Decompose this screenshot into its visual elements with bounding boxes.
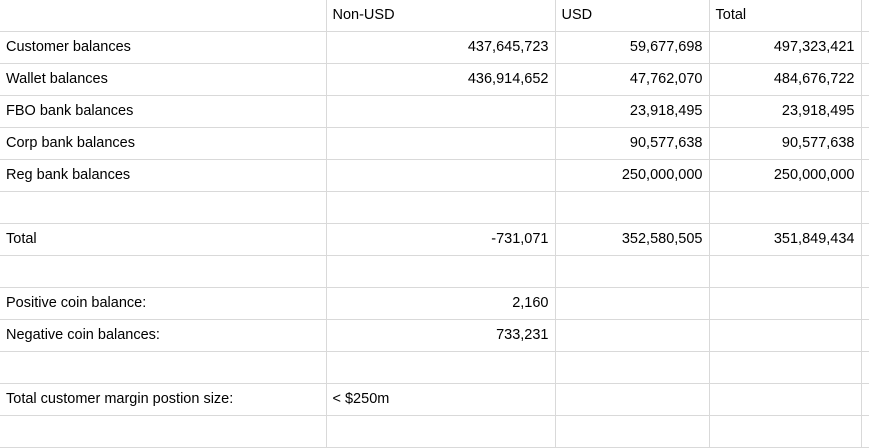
table-row	[0, 64, 869, 96]
table-row	[0, 0, 869, 32]
row-label[interactable]: Wallet balances	[0, 64, 326, 96]
table-row	[0, 128, 869, 160]
cell-pad	[861, 96, 869, 128]
row-label[interactable]: Reg bank balances	[0, 160, 326, 192]
cell-non-usd[interactable]	[326, 160, 555, 192]
cell-usd[interactable]: USD	[555, 0, 709, 32]
cell-non-usd[interactable]: < $250m	[326, 384, 555, 416]
table-row	[0, 224, 869, 256]
cell-non-usd[interactable]	[326, 416, 555, 448]
cell-usd[interactable]: 47,762,070	[555, 64, 709, 96]
cell-total[interactable]	[709, 352, 861, 384]
row-label[interactable]: Total customer margin postion size:	[0, 384, 326, 416]
table-row	[0, 352, 869, 384]
cell-non-usd[interactable]: 2,160	[326, 288, 555, 320]
cell-usd[interactable]	[555, 192, 709, 224]
cell-pad	[861, 224, 869, 256]
row-label[interactable]: Positive coin balance:	[0, 288, 326, 320]
cell-total[interactable]: 497,323,421	[709, 32, 861, 64]
cell-non-usd[interactable]	[326, 192, 555, 224]
cell-non-usd[interactable]	[326, 96, 555, 128]
cell-total[interactable]	[709, 416, 861, 448]
cell-usd[interactable]: 352,580,505	[555, 224, 709, 256]
cell-non-usd[interactable]: 436,914,652	[326, 64, 555, 96]
table-row	[0, 416, 869, 448]
cell-total[interactable]: 351,849,434	[709, 224, 861, 256]
cell-pad	[861, 320, 869, 352]
cell-total[interactable]: Total	[709, 0, 861, 32]
table-row	[0, 384, 869, 416]
cell-pad	[861, 128, 869, 160]
cell-pad	[861, 256, 869, 288]
row-label[interactable]: Corp bank balances	[0, 128, 326, 160]
cell-total[interactable]: 484,676,722	[709, 64, 861, 96]
table-row	[0, 96, 869, 128]
cell-non-usd[interactable]: 733,231	[326, 320, 555, 352]
cell-total[interactable]	[709, 192, 861, 224]
table-row	[0, 160, 869, 192]
cell-total[interactable]	[709, 320, 861, 352]
row-label[interactable]: FBO bank balances	[0, 96, 326, 128]
row-label[interactable]	[0, 416, 326, 448]
cell-usd[interactable]: 90,577,638	[555, 128, 709, 160]
table-row	[0, 192, 869, 224]
cell-pad	[861, 288, 869, 320]
cell-non-usd[interactable]	[326, 256, 555, 288]
cell-total[interactable]	[709, 384, 861, 416]
table-row	[0, 320, 869, 352]
cell-pad	[861, 160, 869, 192]
cell-usd[interactable]	[555, 320, 709, 352]
row-label[interactable]	[0, 352, 326, 384]
cell-pad	[861, 352, 869, 384]
row-label[interactable]: Customer balances	[0, 32, 326, 64]
cell-pad	[861, 416, 869, 448]
cell-usd[interactable]: 23,918,495	[555, 96, 709, 128]
cell-non-usd[interactable]	[326, 128, 555, 160]
cell-total[interactable]	[709, 288, 861, 320]
cell-pad	[861, 192, 869, 224]
cell-usd[interactable]	[555, 384, 709, 416]
cell-non-usd[interactable]	[326, 352, 555, 384]
cell-usd[interactable]	[555, 288, 709, 320]
cell-non-usd[interactable]: Non-USD	[326, 0, 555, 32]
table-row	[0, 256, 869, 288]
cell-pad	[861, 384, 869, 416]
row-label[interactable]	[0, 256, 326, 288]
cell-pad	[861, 0, 869, 32]
cell-non-usd[interactable]: 437,645,723	[326, 32, 555, 64]
cell-pad	[861, 64, 869, 96]
row-label[interactable]: Total	[0, 224, 326, 256]
cell-total[interactable]: 90,577,638	[709, 128, 861, 160]
cell-non-usd[interactable]: -731,071	[326, 224, 555, 256]
cell-usd[interactable]	[555, 256, 709, 288]
table-row	[0, 32, 869, 64]
table-row	[0, 288, 869, 320]
cell-usd[interactable]: 59,677,698	[555, 32, 709, 64]
cell-total[interactable]: 250,000,000	[709, 160, 861, 192]
cell-total[interactable]: 23,918,495	[709, 96, 861, 128]
cell-pad	[861, 32, 869, 64]
row-label[interactable]	[0, 192, 326, 224]
cell-usd[interactable]: 250,000,000	[555, 160, 709, 192]
cell-usd[interactable]	[555, 416, 709, 448]
cell-usd[interactable]	[555, 352, 709, 384]
row-label[interactable]: Negative coin balances:	[0, 320, 326, 352]
row-label[interactable]	[0, 0, 326, 32]
cell-total[interactable]	[709, 256, 861, 288]
